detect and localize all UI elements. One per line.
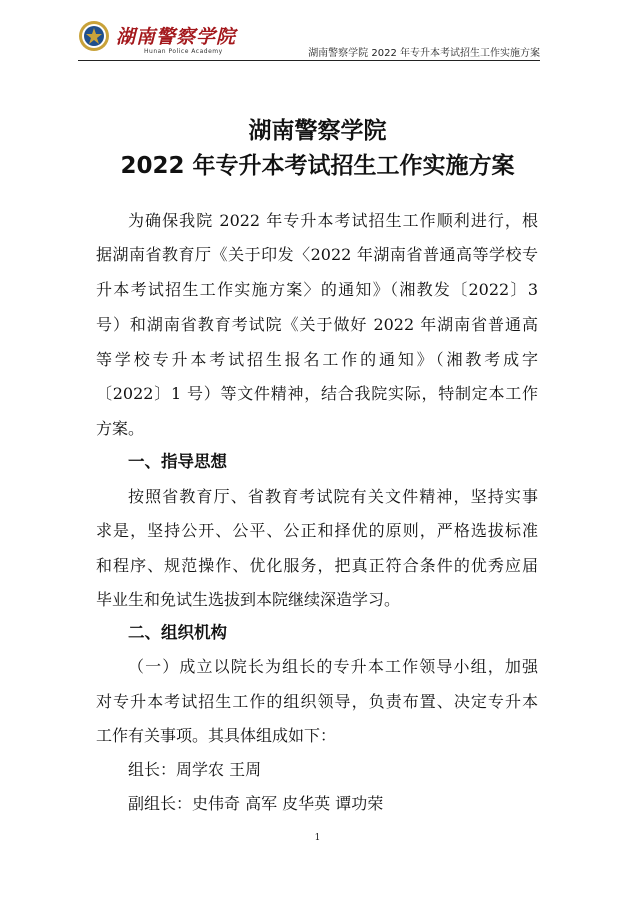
section2-line: 工作有关事项。其具体组成如下：	[96, 726, 337, 745]
page-number: 1	[314, 833, 321, 843]
header-document-title: 湖南警察学院 2022 年专升本考试招生工作实施方案	[308, 48, 540, 59]
intro-line: 号）和湖南省教育考试院《关于做好 2022 年湖南省普通高	[96, 315, 538, 334]
intro-line: 〔2022〕1 号）等文件精神，结合我院实际，特制定本工作	[96, 384, 538, 403]
section2-line: （一）成立以院长为组长的专升本工作领导小组，加强	[128, 657, 538, 676]
intro-line: 方案。	[96, 419, 145, 438]
document-title-line2: 2022 年专升本考试招生工作实施方案	[120, 153, 515, 179]
intro-line: 升本考试招生工作实施方案〉的通知》（湘教发〔2022〕3	[96, 280, 538, 299]
section-heading-guiding-thought: 一、指导思想	[128, 452, 227, 471]
document-title-line1: 湖南警察学院	[248, 118, 387, 144]
section2-line: 对专升本考试招生工作的组织领导，负责布置、决定专升本	[96, 692, 538, 711]
section1-line: 按照省教育厅、省教育考试院有关文件精神，坚持实事	[128, 487, 538, 506]
section1-line: 求是，坚持公开、公平、公正和择优的原则，严格选拔标准	[96, 521, 538, 540]
section1-line: 和程序、规范操作、优化服务，把真正符合条件的优秀应届	[96, 556, 538, 575]
logo-text: 湖南警察学院	[116, 26, 237, 48]
intro-line: 为确保我院 2022 年专升本考试招生工作顺利进行，根	[128, 211, 538, 230]
intro-line: 据湖南省教育厅《关于印发〈2022 年湖南省普通高等学校专	[96, 245, 538, 264]
section1-line: 毕业生和免试生选拔到本院继续深造学习。	[96, 590, 401, 609]
police-academy-seal-icon	[78, 20, 110, 52]
leader-line: 组长：周学农 王周	[128, 760, 262, 779]
header-divider	[78, 60, 540, 61]
page-header	[78, 18, 540, 62]
logo-subtitle: Hunan Police Academy	[144, 48, 223, 55]
section-heading-organization: 二、组织机构	[128, 623, 227, 642]
intro-line: 等学校专升本考试招生报名工作的通知》（湘教考成字	[96, 350, 538, 369]
deputy-leader-line: 副组长：史伟奇 高军 皮华英 谭功荣	[128, 794, 384, 813]
